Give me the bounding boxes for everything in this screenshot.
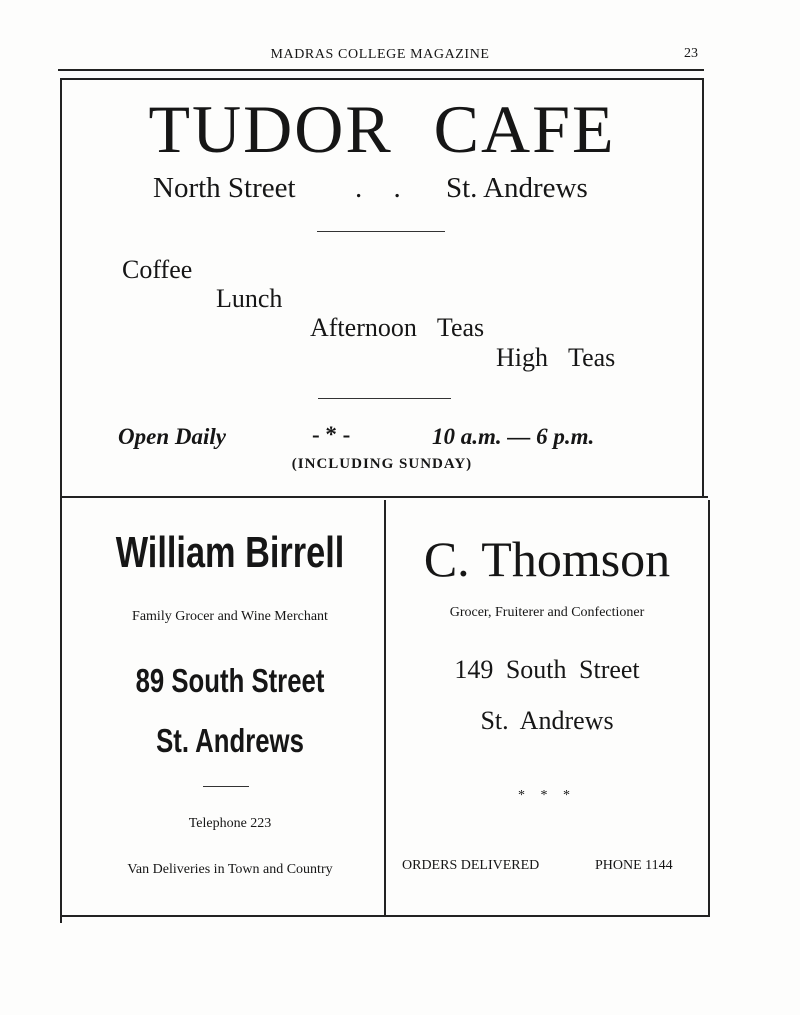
header-rule: [58, 69, 704, 71]
tudor-cafe-town: St. Andrews: [446, 172, 588, 204]
tudor-cafe-title: TUDOR CAFE: [148, 91, 616, 167]
thomson-address-street: 149 South Street: [454, 655, 640, 684]
birrell-telephone: Telephone 223: [188, 816, 272, 831]
tudor-cafe-dots: . .: [355, 172, 413, 204]
opening-hours: 10 a.m. — 6 p.m.: [432, 424, 595, 449]
birrell-address-street: 89 South Street: [135, 662, 325, 699]
birrell-deliveries: Van Deliveries in Town and Country: [127, 862, 333, 877]
menu-item-lunch: Lunch: [216, 284, 283, 313]
magazine-title: MADRAS COLLEGE MAGAZINE: [270, 47, 490, 62]
frame-right-border-lower: [708, 500, 710, 915]
birrell-tagline: Family Grocer and Wine Merchant: [132, 609, 328, 624]
frame-bottom-border: [60, 915, 710, 917]
birrell-address-town: St. Andrews: [156, 722, 304, 759]
thomson-name: C. Thomson: [423, 531, 671, 587]
including-sunday: (INCLUDING SUNDAY): [291, 456, 473, 472]
birrell-rule: [203, 786, 249, 787]
menu-item-high-teas: High Teas: [496, 343, 616, 372]
thomson-address-town: St. Andrews: [480, 706, 614, 735]
birrell-name: William Birrell: [115, 528, 345, 577]
menu-item-afternoon-teas: Afternoon Teas: [310, 313, 485, 342]
thomson-orders-delivered: ORDERS DELIVERED: [402, 858, 540, 873]
thomson-tagline: Grocer, Fruiterer and Confectioner: [449, 605, 645, 620]
frame-middle-divider: [60, 496, 708, 498]
tudor-rule-lower: [318, 398, 451, 399]
frame-left-border: [60, 78, 62, 923]
tudor-rule-upper: [317, 231, 445, 232]
thomson-ornament: * * *: [518, 788, 576, 803]
menu-item-coffee: Coffee: [122, 255, 193, 284]
tudor-cafe-street: North Street: [153, 172, 296, 204]
thomson-phone: PHONE 1144: [595, 858, 673, 873]
page-number: 23: [684, 46, 698, 61]
frame-top-border: [60, 78, 704, 80]
open-daily-label: Open Daily: [118, 424, 226, 449]
open-separator: - * -: [312, 422, 351, 447]
frame-vertical-divider: [384, 500, 386, 915]
